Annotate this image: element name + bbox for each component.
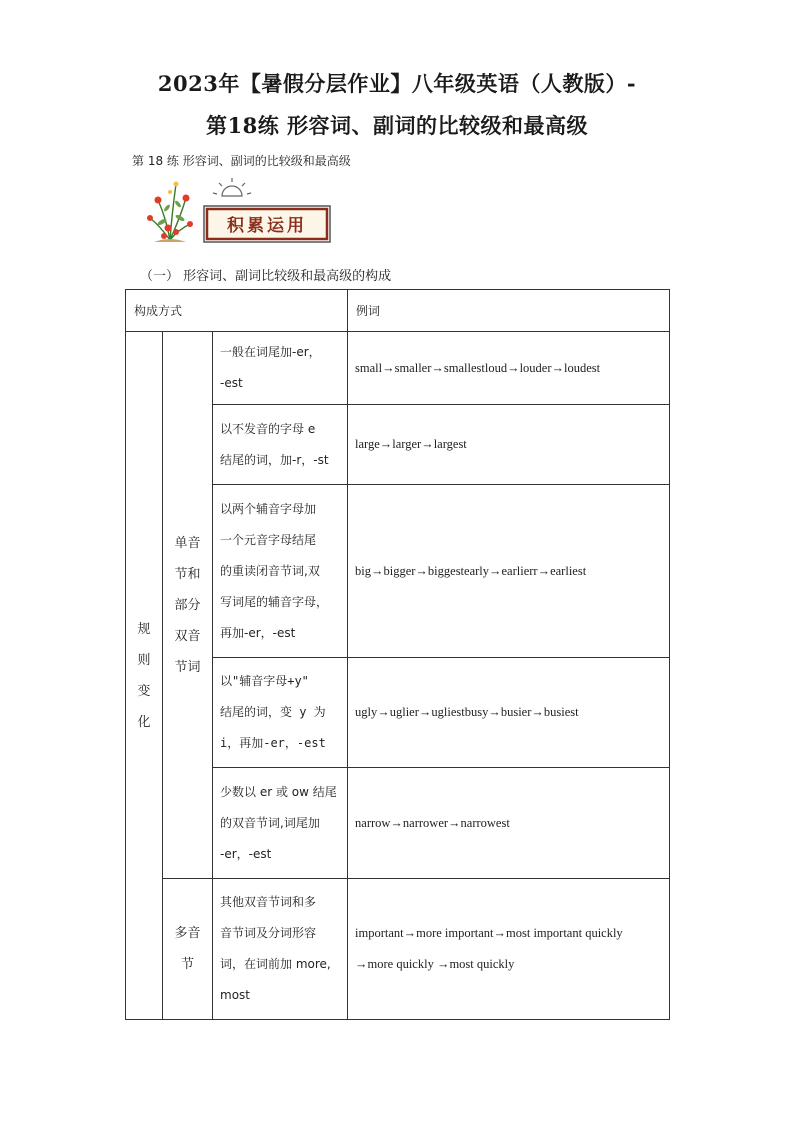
rule-cell: 以"辅音字母+y" 结尾的词，变 y 为 i，再加-er，-est <box>213 658 348 768</box>
document-title-line2: 第18练 形容词、副词的比较级和最高级 <box>205 113 589 138</box>
header-formation: 构成方式 <box>126 290 348 332</box>
rule-cell: 以不发音的字母 e 结尾的词，加-r，-st <box>213 405 348 485</box>
table-header-row <box>126 290 670 332</box>
sun-icon <box>213 178 251 196</box>
header-examples: 例词 <box>348 290 670 332</box>
rule-cell: 一般在词尾加-er， -est <box>213 332 348 405</box>
example-cell: important→more important→most important quickly →more quickly →most quickly <box>348 879 670 1020</box>
subtitle: 第 18 练 形容词、副词的比较级和最高级 <box>132 154 351 168</box>
comparison-formation-table <box>125 289 670 1020</box>
rule-cell: 以两个辅音字母加 一个元音字母结尾 的重读闭音节词,双 写词尾的辅音字母， 再加-er，-est <box>213 485 348 658</box>
example-cell: small→smaller→smallestloud→louder→loudest <box>348 332 670 405</box>
rule-cell: 少数以 er 或 ow 结尾 的双音节词,词尾加 -er，-est <box>213 768 348 879</box>
section-heading: （一） 形容词、副词比较级和最高级的构成 <box>140 269 392 284</box>
badge-label: 积累运用 <box>227 216 307 236</box>
group-label-monosyllabic: 单音 节和 部分 双音 节词 <box>163 332 213 879</box>
example-cell: ugly→uglier→ugliestbusy→busier→busiest <box>348 658 670 768</box>
group-label-polysyllabic: 多音 节 <box>163 879 213 1020</box>
example-cell: narrow→narrower→narrowest <box>348 768 670 879</box>
rule-cell: 其他双音节词和多 音节词及分词形容 词，在词前加 more, most <box>213 879 348 1020</box>
table-row <box>126 879 670 1020</box>
example-cell: big→bigger→biggestearly→earlierr→earliest <box>348 485 670 658</box>
table-row <box>126 332 670 405</box>
flower-plant-icon <box>140 178 340 248</box>
section-badge <box>140 178 340 248</box>
category-regular-change: 规 则 变 化 <box>126 332 163 1020</box>
document-title-line1: 2023年【暑假分层作业】八年级英语（人教版）- <box>157 71 637 96</box>
example-cell: large→larger→largest <box>348 405 670 485</box>
